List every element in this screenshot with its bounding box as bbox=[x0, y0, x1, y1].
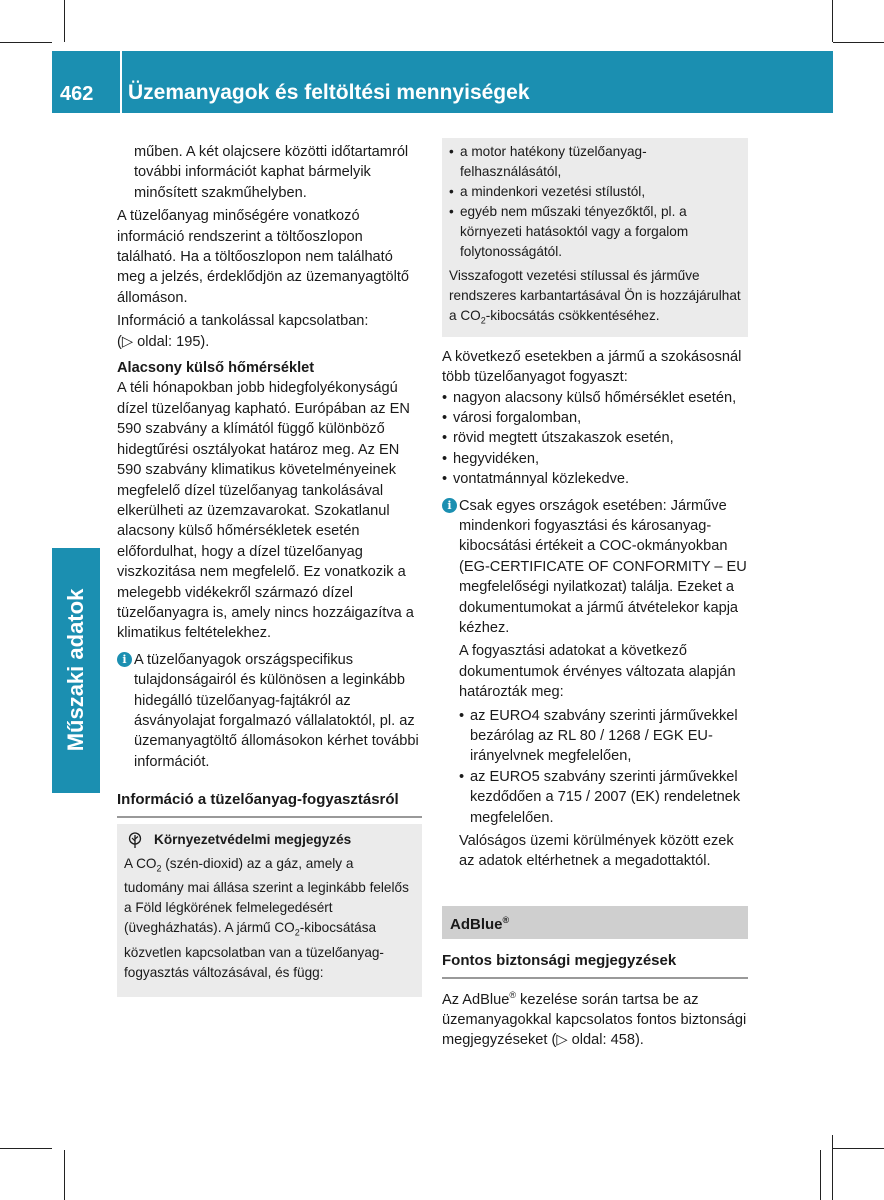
safety-heading: Fontos biztonsági megjegyzések bbox=[442, 951, 748, 978]
coc-info-note bbox=[442, 496, 748, 872]
adblue-section-bar: AdBlue® bbox=[442, 906, 748, 939]
list-item: • az EURO4 szabvány szerinti járművekkel bezárólag az RL 80 / 1268 / EGK EU-irányelvnek megfelelően, bbox=[459, 707, 738, 765]
environment-closing-text: Visszafogott vezetési stílussal és járműve rendszeres karbantartásával Ön is hozzájárulhat a $CO_2$-kibocsátás csökkentéséhez. bbox=[449, 268, 741, 326]
info-icon: i bbox=[117, 652, 132, 667]
list-item: • hegyvidéken, bbox=[442, 450, 540, 467]
low-temp-paragraph: A téli hónapokban jobb hidegfolyékonyságú dízel tüzelőanyag kapható. Európában az EN 590 szabvány a klímától függő különböző hidegtűrési osztályokat határoz meg. Az EN 590 szabvány klimatikus követelményeinek megfelelő dízel tüzelőanyag tankolásával elkerülheti az üzemzavarokat. Szokatlanul alacsony külső hőmérsékletek esetén előfordulhat, hogy a dízel tüzelőanyag viszkozitása nem megfelelő. Ez vonatkozik a melegebb vidékekről származó dízel tüzelőanyagra is, amely nincs hozzáigazítva a klimatikus feltételekhez. bbox=[117, 380, 414, 642]
list-item: • rövid megtett útszakaszok esetén, bbox=[442, 430, 674, 447]
fuel-quality-paragraph: A tüzelőanyag minőségére vonatkozó információ rendszerint a töltőoszlopon található. Ha a töltőoszlopon nem található meg a jelzés, érdeklődjön az üzemanyagtöltő állomáson. bbox=[117, 208, 410, 306]
tank-page-reference[interactable]: (▷ oldal: 195). bbox=[117, 333, 210, 350]
list-item: • egyéb nem műszaki tényezőktől, pl. a környezeti hatásoktól vagy a forgalom folytonosságától. bbox=[449, 204, 689, 259]
list-item: • a motor hatékony tüzelőanyag-felhasználásától, bbox=[449, 144, 647, 179]
coc-paragraph-2: A fogyasztási adatokat a következő dokumentumok érvényes változata alapján határozták meg: bbox=[459, 643, 736, 701]
crop-mark bbox=[0, 1148, 52, 1149]
tank-info-text: Információ a tankolással kapcsolatban: bbox=[117, 313, 369, 330]
coc-list bbox=[459, 706, 748, 828]
info-note-text: A tüzelőanyagok országspecifikus tulajdonságairól és különösen a leginkább hidegálló tüzelőanyag-fajtákról az ásványolajat forgalmazó vállalatoktól, pl. az üzemanyagtöltő állomásokon kérhet további információt. bbox=[134, 651, 419, 770]
side-tab-label: Műszaki adatok bbox=[63, 588, 88, 752]
environment-note-text: A $CO_2$ (szén-dioxid) az a gáz, amely a tudomány mai állása szerint a leginkább felelős a Föld légkörének felmelegedésért (üvegházhatás). A jármű $CO_2$-kibocsátása közvetlen kapcsolatban van a tüzelőanyag-fogyasztás változásával, és függ: bbox=[124, 855, 409, 981]
info-note bbox=[117, 650, 422, 772]
more-fuel-intro: A következő esetekben a jármű a szokásosnál több tüzelőanyagot fogyaszt: bbox=[442, 348, 742, 386]
list-item: • vontatmánnyal közlekedve. bbox=[442, 471, 630, 488]
crop-mark bbox=[820, 1150, 821, 1200]
low-temp-heading: Alacsony külső hőmérséklet bbox=[117, 360, 315, 377]
page-title: Üzemanyagok és feltöltési mennyiségek bbox=[128, 81, 530, 104]
crop-mark bbox=[833, 1148, 884, 1149]
environment-factor-list bbox=[449, 142, 741, 262]
crop-mark bbox=[0, 42, 52, 43]
environment-note-heading bbox=[124, 830, 415, 850]
coc-note-text: Csak egyes országok esetében: Járműve mindenkori fogyasztási és károsanyag-kibocsátási értékeit a COC-okmányokban (EG-CERTIFICATE OF CONFORMITY – EU megfelelőségi nyilatkozat) találja. Ezeket a dokumentumokat a jármű átvételekor kapja kézhez. bbox=[459, 497, 747, 636]
info-icon: i bbox=[442, 498, 457, 513]
page-number: 462 bbox=[60, 83, 94, 105]
list-item: • városi forgalomban, bbox=[442, 409, 582, 426]
environment-note-box-continued bbox=[442, 138, 748, 337]
crop-mark bbox=[832, 1135, 833, 1200]
list-item: • az EURO5 szabvány szerinti járművekkel kezdődően a 715 / 2007 (EK) rendeletnek megfelelően. bbox=[459, 768, 741, 826]
side-tab bbox=[52, 548, 100, 793]
left-column bbox=[117, 142, 422, 997]
list-item: • a mindenkori vezetési stílustól, bbox=[449, 184, 646, 199]
adblue-safety-text: Az AdBlue® kezelése során tartsa be az üzemanyagokkal kapcsolatos fontos biztonsági megjegyzéseket (▷ oldal: 458). bbox=[442, 989, 747, 1049]
leaf-icon bbox=[127, 832, 143, 849]
crop-mark bbox=[64, 0, 65, 42]
right-column bbox=[442, 142, 748, 1051]
more-fuel-list bbox=[442, 388, 748, 490]
consumption-heading: Információ a tüzelőanyag-fogyasztásról bbox=[117, 790, 422, 817]
crop-mark bbox=[832, 0, 833, 42]
environment-note-title: Környezetvédelmi megjegyzés bbox=[154, 831, 352, 847]
list-item: • nagyon alacsony külső hőmérséklet esetén, bbox=[442, 389, 737, 406]
environment-note-box bbox=[117, 824, 422, 997]
continued-paragraph: műben. A két olajcsere közötti időtartamról további információt kaphat bármelyik minősített szakműhelyben. bbox=[134, 144, 409, 201]
crop-mark bbox=[64, 1150, 65, 1200]
crop-mark bbox=[833, 42, 884, 43]
coc-paragraph-3: Valóságos üzemi körülmények között ezek az adatok eltérhetnek a megadottaktól. bbox=[459, 833, 734, 870]
